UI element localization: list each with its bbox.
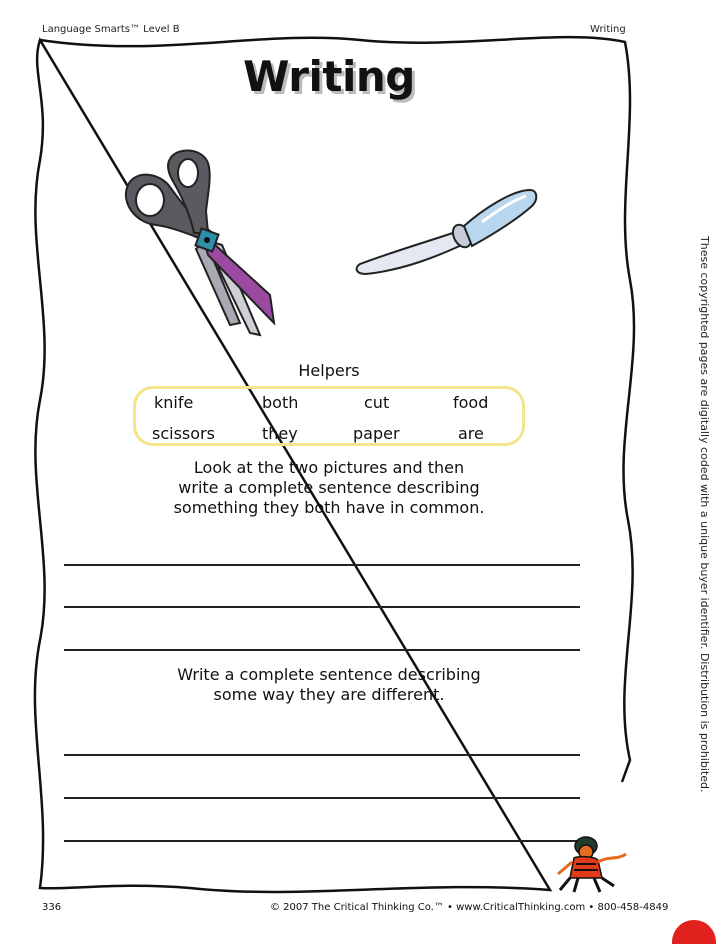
butter-knife-icon [352,182,542,282]
prompt-in-common [0,458,658,518]
copyright-notice: © 2007 The Critical Thinking Co.™ • www.CriticalThinking.com • 800-458-4849 [270,902,669,913]
answer-line[interactable] [64,840,580,842]
answer-line[interactable] [64,797,580,799]
side-copyright-note: These copyrighted pages are digitally coded with a unique buyer identifier. Distribution is prohibited. [698,236,711,793]
helper-word: they [262,424,298,443]
helpers-word-box [133,386,525,446]
answer-line[interactable] [64,606,580,608]
prompt-line: something they both have in common. [173,498,485,517]
header-series-label: Language Smarts™ Level B [42,24,180,35]
helper-word: food [453,393,489,412]
prompt-line: Write a complete sentence describing [177,665,481,684]
helper-word: paper [353,424,400,443]
helper-word: both [262,393,299,412]
tiger-mascot-icon [548,834,638,894]
helper-word: are [458,424,484,443]
page-title: Writing [243,52,415,101]
helper-word: scissors [152,424,215,443]
helper-word: knife [154,393,194,412]
prompt-line: Look at the two pictures and then [193,458,465,477]
prompt-line: some way they are different. [213,685,445,704]
page-number: 336 [42,902,62,913]
answer-line[interactable] [64,564,580,566]
scissors-icon [110,145,280,345]
answer-line[interactable] [64,754,580,756]
answer-line[interactable] [64,649,580,651]
header-section-label: Writing [590,24,626,35]
helpers-label: Helpers [298,361,360,380]
helper-word: cut [364,393,390,412]
prompt-line: write a complete sentence describing [178,478,480,497]
prompt-different [0,665,658,705]
